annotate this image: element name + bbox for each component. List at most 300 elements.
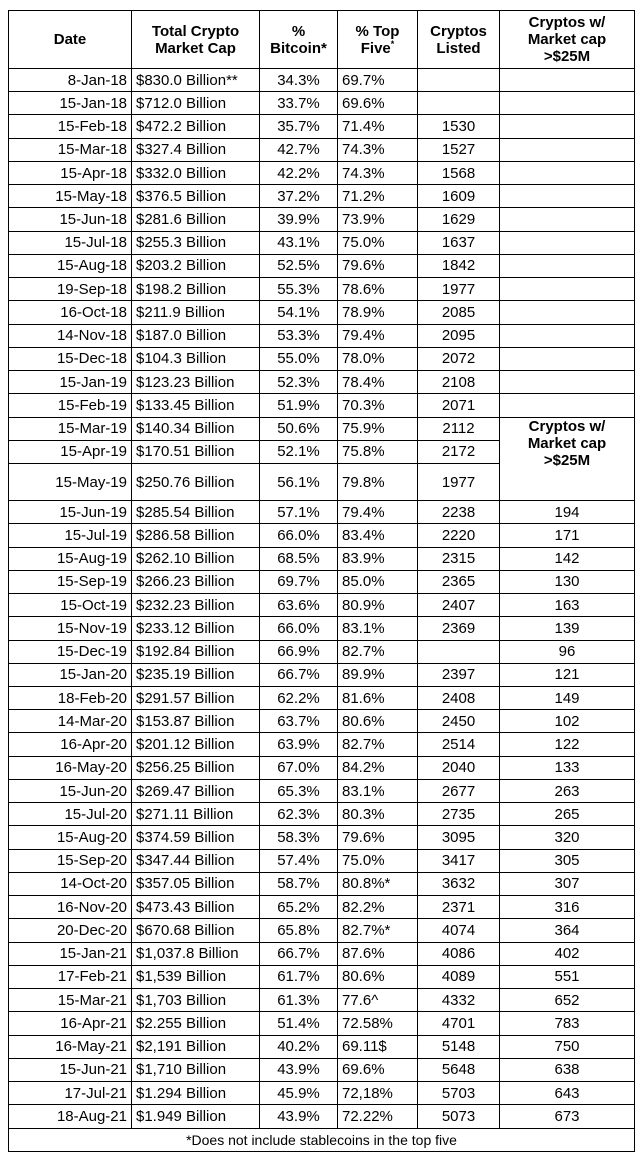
cell-listed: 1568 [418,161,500,184]
cell-listed [418,640,500,663]
cell-date: 17-Jul-21 [9,1081,132,1104]
cell-market-cap: $256.25 Billion [132,756,260,779]
cell-over-25m: 307 [500,872,635,895]
cell-bitcoin: 61.7% [260,965,338,988]
header-date: Date [9,11,132,69]
cell-listed [418,92,500,115]
cell-listed: 2238 [418,501,500,524]
cell-over-25m [500,92,635,115]
cell-listed: 1530 [418,115,500,138]
cell-date: 15-Aug-18 [9,254,132,277]
cell-over-25m: 638 [500,1058,635,1081]
cell-over-25m: 783 [500,1012,635,1035]
cell-date: 15-Aug-20 [9,826,132,849]
table-row [9,896,635,919]
cell-market-cap: $670.68 Billion [132,919,260,942]
cell-bitcoin: 63.6% [260,594,338,617]
cell-listed: 1637 [418,231,500,254]
header-row [9,11,635,69]
cell-top-five: 84.2% [338,756,418,779]
cell-market-cap: $376.5 Billion [132,185,260,208]
table-body [9,69,635,1129]
cell-listed: 2365 [418,570,500,593]
cell-date: 15-Mar-21 [9,989,132,1012]
cell-market-cap: $140.34 Billion [132,417,260,440]
cell-top-five: 75.9% [338,417,418,440]
cell-top-five: 72,18% [338,1081,418,1104]
cell-listed: 3632 [418,872,500,895]
cell-bitcoin: 54.1% [260,301,338,324]
cell-bitcoin: 42.7% [260,138,338,161]
cell-listed: 2108 [418,371,500,394]
cell-market-cap: $1,703 Billion [132,989,260,1012]
cell-over-25m [500,278,635,301]
table-row [9,1035,635,1058]
cell-date: 15-May-19 [9,463,132,500]
cell-bitcoin: 43.9% [260,1058,338,1081]
cell-market-cap: $266.23 Billion [132,570,260,593]
cell-listed: 5148 [418,1035,500,1058]
header-bitcoin: % Bitcoin* [260,11,338,69]
cell-top-five: 79.6% [338,826,418,849]
cell-bitcoin: 65.2% [260,896,338,919]
cell-market-cap: $347.44 Billion [132,849,260,872]
cell-bitcoin: 66.7% [260,663,338,686]
cell-market-cap: $1.294 Billion [132,1081,260,1104]
table-row [9,324,635,347]
cell-bitcoin: 56.1% [260,463,338,500]
cell-over-25m: 96 [500,640,635,663]
crypto-market-table [8,10,635,1152]
cell-over-25m: 142 [500,547,635,570]
cell-date: 15-Jun-18 [9,208,132,231]
cell-bitcoin: 35.7% [260,115,338,138]
cell-market-cap: $286.58 Billion [132,524,260,547]
cell-bitcoin: 66.9% [260,640,338,663]
cell-top-five: 83.1% [338,779,418,802]
footnote: *Does not include stablecoins in the top five [9,1129,635,1152]
table-row [9,501,635,524]
header-top-five [338,11,418,69]
cell-top-five: 82.7%* [338,919,418,942]
table-row [9,231,635,254]
cell-top-five: 79.8% [338,463,418,500]
cell-bitcoin: 67.0% [260,756,338,779]
cell-over-25m [500,138,635,161]
table-row [9,733,635,756]
cell-bitcoin: 52.3% [260,371,338,394]
cell-listed: 2112 [418,417,500,440]
cell-date: 14-Oct-20 [9,872,132,895]
cell-listed: 1609 [418,185,500,208]
cell-market-cap: $2,191 Billion [132,1035,260,1058]
table-row [9,594,635,617]
cell-market-cap: $472.2 Billion [132,115,260,138]
table-row [9,138,635,161]
header-over-25m: Cryptos w/ Market cap >$25M [500,11,635,69]
cell-date: 15-Dec-19 [9,640,132,663]
cell-over-25m: 750 [500,1035,635,1058]
cell-listed: 2408 [418,687,500,710]
cell-over-25m [500,69,635,92]
table-row [9,69,635,92]
cell-market-cap: $133.45 Billion [132,394,260,417]
cell-bitcoin: 52.5% [260,254,338,277]
table-row [9,161,635,184]
cell-bitcoin: 65.3% [260,779,338,802]
cell-top-five: 75.0% [338,231,418,254]
cell-date: 15-Feb-19 [9,394,132,417]
cell-over-25m: 149 [500,687,635,710]
cell-bitcoin: 66.7% [260,942,338,965]
cell-top-five: 69.6% [338,92,418,115]
cell-listed: 2172 [418,440,500,463]
cell-date: 16-May-21 [9,1035,132,1058]
table-row [9,1105,635,1129]
cell-listed: 2735 [418,803,500,826]
cell-bitcoin: 39.9% [260,208,338,231]
cell-bitcoin: 51.4% [260,1012,338,1035]
cell-date: 17-Feb-21 [9,965,132,988]
cell-top-five: 87.6% [338,942,418,965]
cell-bitcoin: 63.7% [260,710,338,733]
cell-top-five: 81.6% [338,687,418,710]
cell-top-five: 77.6^ [338,989,418,1012]
cell-bitcoin: 42.2% [260,161,338,184]
cell-listed: 1629 [418,208,500,231]
cell-over-25m [500,185,635,208]
cell-top-five: 85.0% [338,570,418,593]
cell-market-cap: $255.3 Billion [132,231,260,254]
cell-over-25m: 163 [500,594,635,617]
cell-market-cap: $271.11 Billion [132,803,260,826]
cell-market-cap: $2.255 Billion [132,1012,260,1035]
table-row [9,663,635,686]
cell-bitcoin: 55.3% [260,278,338,301]
cell-date: 20-Dec-20 [9,919,132,942]
cell-top-five: 83.9% [338,547,418,570]
cell-over-25m: 133 [500,756,635,779]
cell-market-cap: $250.76 Billion [132,463,260,500]
cell-listed: 3095 [418,826,500,849]
cell-over-25m: 643 [500,1081,635,1104]
table-row [9,803,635,826]
cell-bitcoin: 63.9% [260,733,338,756]
cell-over-25m: 320 [500,826,635,849]
table-row [9,756,635,779]
cell-market-cap: $104.3 Billion [132,347,260,370]
cell-top-five: 71.4% [338,115,418,138]
cell-listed: 2677 [418,779,500,802]
cell-bitcoin: 69.7% [260,570,338,593]
table-row [9,254,635,277]
cell-market-cap: $153.87 Billion [132,710,260,733]
cell-listed: 2040 [418,756,500,779]
cell-over-25m: 652 [500,989,635,1012]
cell-date: 15-Jan-19 [9,371,132,394]
cell-top-five: 69.6% [338,1058,418,1081]
cell-date: 15-Mar-18 [9,138,132,161]
cell-market-cap: $327.4 Billion [132,138,260,161]
table-row [9,1012,635,1035]
cell-listed: 2450 [418,710,500,733]
cell-date: 15-Dec-18 [9,347,132,370]
cell-bitcoin: 40.2% [260,1035,338,1058]
cell-bitcoin: 37.2% [260,185,338,208]
cell-date: 16-Apr-20 [9,733,132,756]
cell-top-five: 82.7% [338,733,418,756]
cell-top-five: 72.58% [338,1012,418,1035]
cell-over-25m [500,161,635,184]
cell-top-five: 74.3% [338,161,418,184]
table-row [9,849,635,872]
cell-over-25m [500,208,635,231]
table-row [9,989,635,1012]
table-row [9,417,635,440]
cell-listed: 2220 [418,524,500,547]
cell-listed: 1977 [418,463,500,500]
cell-date: 15-Jun-20 [9,779,132,802]
cell-market-cap: $192.84 Billion [132,640,260,663]
cell-market-cap: $473.43 Billion [132,896,260,919]
header-top-five-mark: * [390,38,395,49]
cell-top-five: 73.9% [338,208,418,231]
table-row [9,640,635,663]
cell-market-cap: $374.59 Billion [132,826,260,849]
cell-bitcoin: 55.0% [260,347,338,370]
table-row [9,301,635,324]
cell-bitcoin: 53.3% [260,324,338,347]
cell-listed: 2315 [418,547,500,570]
cell-top-five: 80.8%* [338,872,418,895]
cell-bitcoin: 66.0% [260,524,338,547]
cell-date: 16-Apr-21 [9,1012,132,1035]
cell-top-five: 80.9% [338,594,418,617]
cell-market-cap: $1,539 Billion [132,965,260,988]
table-row [9,547,635,570]
cell-over-25m: 102 [500,710,635,733]
cell-over-25m: 263 [500,779,635,802]
cell-bitcoin: 68.5% [260,547,338,570]
cell-date: 15-Feb-18 [9,115,132,138]
cell-market-cap: $123.23 Billion [132,371,260,394]
cell-listed: 2369 [418,617,500,640]
cell-market-cap: $201.12 Billion [132,733,260,756]
cell-over-25m [500,115,635,138]
cell-bitcoin: 62.2% [260,687,338,710]
header-listed: Cryptos Listed [418,11,500,69]
table-row [9,208,635,231]
cell-top-five: 78.6% [338,278,418,301]
cell-top-five: 72.22% [338,1105,418,1129]
cell-market-cap: $285.54 Billion [132,501,260,524]
cell-over-25m [500,324,635,347]
table-row [9,347,635,370]
cell-date: 16-Oct-18 [9,301,132,324]
cell-bitcoin: 43.1% [260,231,338,254]
cell-over-25m: 121 [500,663,635,686]
cell-bitcoin: 51.9% [260,394,338,417]
cell-top-five: 89.9% [338,663,418,686]
cell-date: 18-Aug-21 [9,1105,132,1129]
table-row [9,115,635,138]
header-top-five-label: % Top Five [355,22,400,57]
cell-bitcoin: 61.3% [260,989,338,1012]
cell-listed: 2095 [418,324,500,347]
table-row [9,710,635,733]
cell-market-cap: $170.51 Billion [132,440,260,463]
cell-date: 15-Jun-21 [9,1058,132,1081]
cell-date: 8-Jan-18 [9,69,132,92]
cell-top-five: 74.3% [338,138,418,161]
cell-listed: 3417 [418,849,500,872]
cell-top-five: 83.4% [338,524,418,547]
cell-over-25m [500,231,635,254]
table-row [9,185,635,208]
cell-date: 15-Sep-20 [9,849,132,872]
table-row [9,872,635,895]
cell-top-five: 75.0% [338,849,418,872]
cell-over-25m [500,347,635,370]
cell-market-cap: $198.2 Billion [132,278,260,301]
cell-top-five: 80.3% [338,803,418,826]
cell-date: 15-Apr-18 [9,161,132,184]
cell-bitcoin: 57.1% [260,501,338,524]
table-row [9,92,635,115]
cell-bitcoin: 52.1% [260,440,338,463]
cell-market-cap: $232.23 Billion [132,594,260,617]
cell-listed: 5073 [418,1105,500,1129]
cell-listed: 4074 [418,919,500,942]
cell-date: 15-Mar-19 [9,417,132,440]
cell-listed: 1977 [418,278,500,301]
cell-bitcoin: 58.3% [260,826,338,849]
cell-date: 15-Jan-20 [9,663,132,686]
cell-over-25m: 265 [500,803,635,826]
cell-top-five: 80.6% [338,965,418,988]
cell-bitcoin: 45.9% [260,1081,338,1104]
cell-date: 15-Jul-20 [9,803,132,826]
cell-date: 14-Nov-18 [9,324,132,347]
cell-listed: 4089 [418,965,500,988]
sub-header-over-25m: Cryptos w/ Market cap >$25M [500,417,635,501]
cell-listed: 2371 [418,896,500,919]
table-row [9,779,635,802]
cell-date: 14-Mar-20 [9,710,132,733]
cell-listed: 2407 [418,594,500,617]
cell-top-five: 69.7% [338,69,418,92]
table-row [9,965,635,988]
cell-listed: 2072 [418,347,500,370]
cell-date: 15-Jan-21 [9,942,132,965]
cell-over-25m: 364 [500,919,635,942]
cell-market-cap: $712.0 Billion [132,92,260,115]
table-row [9,1058,635,1081]
cell-over-25m: 316 [500,896,635,919]
cell-top-five: 79.6% [338,254,418,277]
table-row [9,278,635,301]
cell-date: 15-Apr-19 [9,440,132,463]
table-row [9,617,635,640]
cell-top-five: 70.3% [338,394,418,417]
cell-date: 15-Jul-18 [9,231,132,254]
cell-top-five: 82.7% [338,640,418,663]
cell-top-five: 78.0% [338,347,418,370]
cell-top-five: 83.1% [338,617,418,640]
cell-date: 15-Aug-19 [9,547,132,570]
cell-bitcoin: 65.8% [260,919,338,942]
cell-top-five: 75.8% [338,440,418,463]
table-row [9,524,635,547]
cell-listed: 5703 [418,1081,500,1104]
cell-over-25m: 402 [500,942,635,965]
cell-market-cap: $1.949 Billion [132,1105,260,1129]
cell-market-cap: $1,037.8 Billion [132,942,260,965]
cell-listed: 5648 [418,1058,500,1081]
cell-date: 16-Nov-20 [9,896,132,919]
cell-over-25m [500,394,635,417]
cell-listed: 4086 [418,942,500,965]
cell-listed: 1842 [418,254,500,277]
cell-listed: 4701 [418,1012,500,1035]
cell-over-25m: 122 [500,733,635,756]
cell-market-cap: $203.2 Billion [132,254,260,277]
cell-over-25m: 194 [500,501,635,524]
cell-market-cap: $187.0 Billion [132,324,260,347]
cell-date: 15-Nov-19 [9,617,132,640]
cell-over-25m: 130 [500,570,635,593]
cell-date: 15-Jan-18 [9,92,132,115]
cell-listed: 2397 [418,663,500,686]
cell-listed: 2071 [418,394,500,417]
cell-date: 15-Jun-19 [9,501,132,524]
cell-date: 19-Sep-18 [9,278,132,301]
cell-top-five: 80.6% [338,710,418,733]
cell-market-cap: $235.19 Billion [132,663,260,686]
cell-market-cap: $262.10 Billion [132,547,260,570]
cell-date: 15-Oct-19 [9,594,132,617]
cell-market-cap: $357.05 Billion [132,872,260,895]
table-row [9,394,635,417]
cell-over-25m: 305 [500,849,635,872]
cell-bitcoin: 43.9% [260,1105,338,1129]
cell-listed [418,69,500,92]
cell-over-25m: 171 [500,524,635,547]
cell-top-five: 78.4% [338,371,418,394]
cell-top-five: 78.9% [338,301,418,324]
cell-listed: 2514 [418,733,500,756]
cell-market-cap: $291.57 Billion [132,687,260,710]
cell-market-cap: $281.6 Billion [132,208,260,231]
cell-listed: 2085 [418,301,500,324]
cell-top-five: 71.2% [338,185,418,208]
cell-date: 18-Feb-20 [9,687,132,710]
cell-top-five: 69.11$ [338,1035,418,1058]
cell-bitcoin: 50.6% [260,417,338,440]
cell-over-25m: 551 [500,965,635,988]
footnote-row [9,1129,635,1152]
cell-top-five: 82.2% [338,896,418,919]
table-row [9,919,635,942]
table-row [9,1081,635,1104]
cell-top-five: 79.4% [338,501,418,524]
cell-over-25m [500,254,635,277]
cell-top-five: 79.4% [338,324,418,347]
cell-market-cap: $211.9 Billion [132,301,260,324]
cell-bitcoin: 57.4% [260,849,338,872]
cell-over-25m [500,371,635,394]
cell-listed: 4332 [418,989,500,1012]
